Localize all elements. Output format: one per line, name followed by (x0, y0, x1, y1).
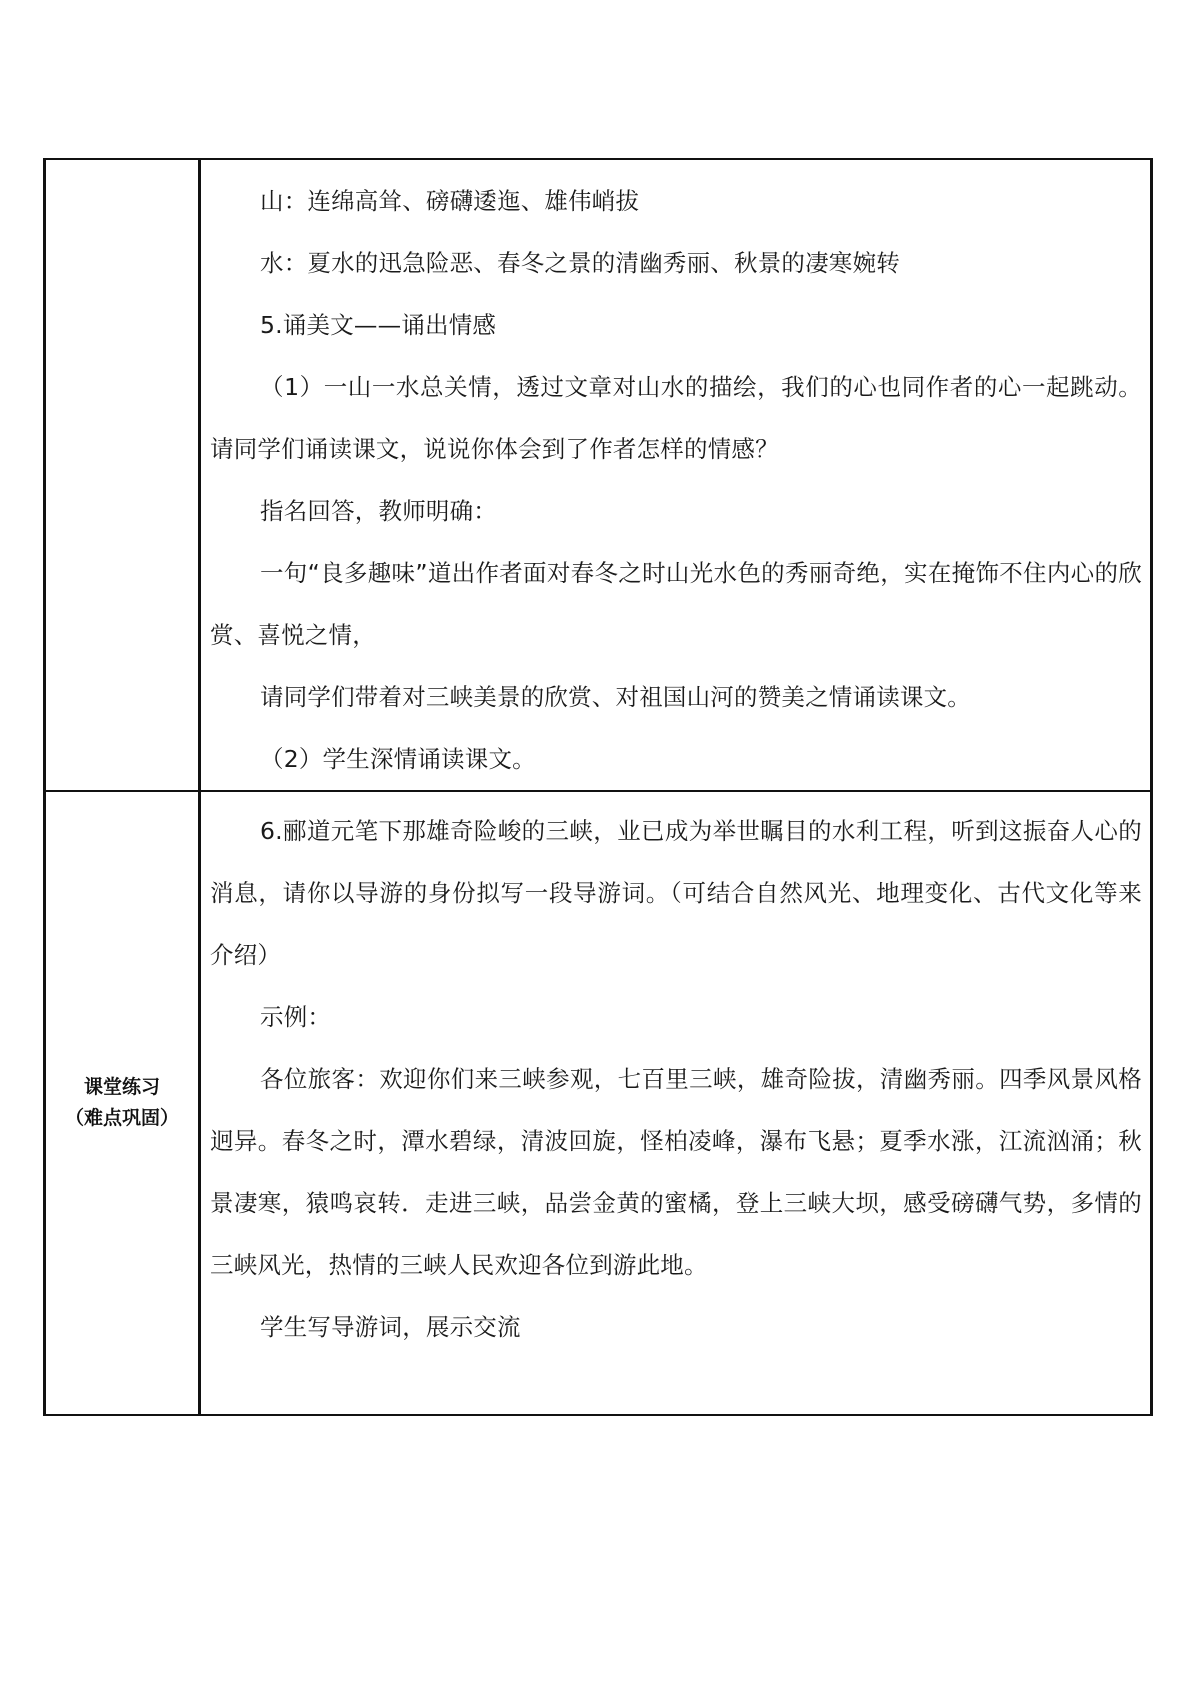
paragraph-teacher-answer: 一句“良多趣味”道出作者面对春冬之时山光水色的秀丽奇绝，实在掩饰不住内心的欣赏、喜悦之情， (210, 559, 1142, 649)
row-label-cell (45, 159, 200, 791)
row-label (46, 1072, 198, 1134)
lesson-plan-table (43, 158, 1153, 1416)
table-row (45, 791, 1152, 1415)
paragraph-water: 水：夏水的迅急险恶、春冬之景的清幽秀丽、秋景的凄寒婉转 (260, 249, 900, 277)
paragraph-example-text: 各位旅客：欢迎你们来三峡参观，七百里三峡，雄奇险拔，清幽秀丽。四季风景风格迥异。春冬之时，潭水碧绿，清波回旋，怪柏凌峰，瀑布飞悬；夏季水涨，江流汹涌；秋景凄寒，猿鸣哀转．走进三峡，品尝金黄的蜜橘，登上三峡大坝，感受磅礴气势，多情的三峡风光，热情的三峡人民欢迎各位到游此地。 (210, 1065, 1142, 1279)
paragraph-example-heading: 示例： (260, 1003, 332, 1031)
row-content (201, 792, 1150, 1358)
table-row (45, 159, 1152, 791)
paragraph-question-1: （1）一山一水总关情，透过文章对山水的描绘，我们的心也同作者的心一起跳动。请同学们诵读课文，说说你体会到了作者怎样的情感？ (210, 373, 1142, 463)
row-label-cell (45, 791, 200, 1415)
row-content-cell (200, 159, 1152, 791)
paragraph-exercise-6: 6.郦道元笔下那雄奇险峻的三峡，业已成为举世瞩目的水利工程，听到这振奋人心的消息，请你以导游的身份拟写一段导游词。（可结合自然风光、地理变化、古代文化等来介绍） (210, 817, 1142, 969)
row-content-cell (200, 791, 1152, 1415)
paragraph-recite-instruction: 请同学们带着对三峡美景的欣赏、对祖国山河的赞美之情诵读课文。 (260, 683, 971, 711)
row-label-line-1: 课堂练习 (83, 1076, 160, 1098)
row-label-line-2: （难点巩固） (64, 1107, 179, 1129)
paragraph-answer-prompt: 指名回答，教师明确： (260, 497, 497, 525)
paragraph-mountain: 山：连绵高耸、磅礴逶迤、雄伟峭拔 (260, 187, 640, 215)
paragraph-student-activity: 学生写导游词，展示交流 (260, 1313, 521, 1341)
row-content (201, 160, 1150, 790)
paragraph-section-5-heading: 5.诵美文——诵出情感 (260, 311, 497, 339)
paragraph-question-2: （2）学生深情诵读课文。 (260, 745, 536, 773)
